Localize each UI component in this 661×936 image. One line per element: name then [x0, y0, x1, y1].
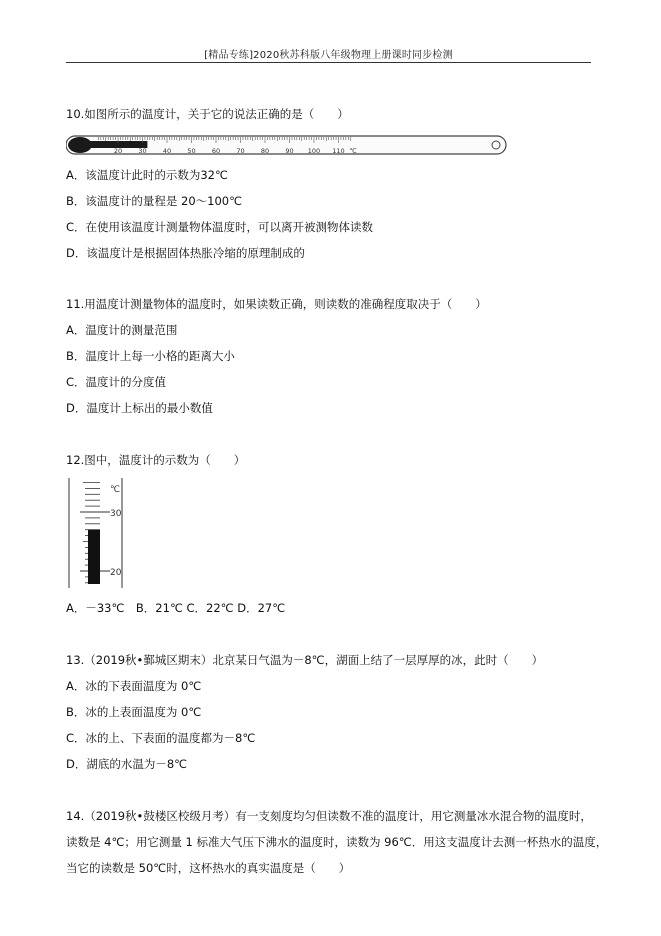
- scale-label: 100: [307, 147, 321, 155]
- scale-label: 70: [236, 147, 245, 155]
- scale-label: 20: [113, 147, 123, 155]
- q10-option-a: A．该温度计此时的示数为32℃: [66, 168, 228, 182]
- q10-option-c: C．在使用该温度计测量物体温度时，可以离开被测物体读数: [66, 220, 374, 234]
- scale-label: ℃: [349, 147, 357, 155]
- horizontal-thermometer-figure: [66, 132, 511, 158]
- q13-option-c: C．冰的上、下表面的温度都为－8℃: [66, 731, 256, 745]
- q10-option-b: B．该温度计的量程是 20～100℃: [66, 194, 243, 208]
- q10-option-d: D．该温度计是根据固体热胀冷缩的原理制成的: [66, 246, 305, 260]
- vertical-thermometer-figure: [66, 478, 136, 590]
- scale-label: 50: [187, 147, 196, 155]
- page-header: [精品专练]2020秋苏科版八年级物理上册课时同步检测: [204, 50, 453, 61]
- thermometer-label-30: 30: [110, 509, 122, 519]
- thermometer-label-20: 20: [110, 568, 122, 578]
- q13-stem: 13.（2019秋•鄞城区期末）北京某日气温为－8℃，湖面上结了一层厚厚的冰，此时（ ）: [66, 653, 544, 667]
- scale-label: 110: [332, 147, 345, 155]
- scale-label: 40: [162, 147, 172, 155]
- q11-option-b: B．温度计上每一小格的距离大小: [66, 349, 235, 363]
- thermometer-liquid: [88, 530, 100, 584]
- q11-option-c: C．温度计的分度值: [66, 375, 167, 389]
- q13-option-a: A．冰的下表面温度为 0℃: [66, 679, 202, 693]
- q10-stem: 10.如图所示的温度计，关于它的说法正确的是（ ）: [66, 107, 349, 121]
- q11-option-d: D．温度计上标出的最小数值: [66, 401, 213, 415]
- scale-label: 60: [211, 147, 221, 155]
- q11-stem: 11.用温度计测量物体的温度时，如果读数正确，则读数的准确程度取决于（ ）: [66, 297, 487, 311]
- q14-line-2: 读数是 4℃；用它测量 1 标准大气压下沸水的温度时，读数为 96℃．用这支温度计去测一杯热水的温度，: [66, 835, 608, 849]
- q14-line-1: 14.（2019秋•鼓楼区校级月考）有一支刻度均匀但读数不准的温度计，用它测量冰水混合物的温度时，: [66, 809, 592, 823]
- q12-stem: 12.图中，温度计的示数为（ ）: [66, 453, 246, 467]
- scale-label: 80: [260, 147, 270, 155]
- q11-option-a: A．温度计的测量范围: [66, 323, 178, 337]
- header-divider: [66, 62, 591, 63]
- q12-options: A．－33℃ B．21℃ C．22℃ D．27℃: [66, 601, 286, 615]
- q13-option-b: B．冰的上表面温度为 0℃: [66, 705, 202, 719]
- scale-label: 30: [138, 147, 147, 155]
- q14-line-3: 当它的读数是 50℃时，这杯热水的真实温度是（ ）: [66, 861, 351, 875]
- scale-label: 90: [285, 147, 294, 155]
- q13-option-d: D．湖底的水温为－8℃: [66, 757, 188, 771]
- thermometer-unit: ℃: [110, 485, 121, 495]
